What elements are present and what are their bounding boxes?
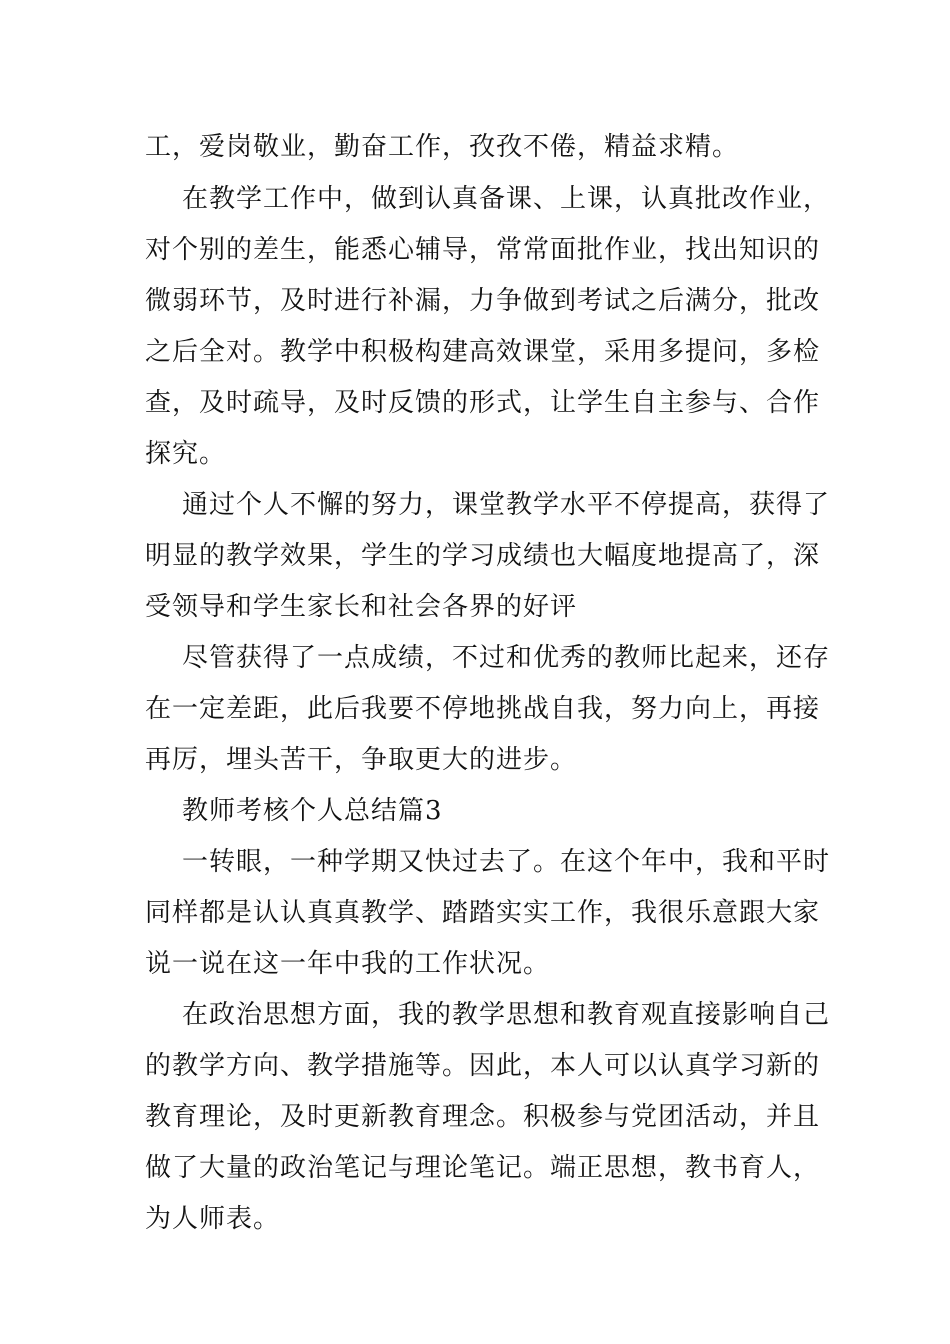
paragraph-line: 受领导和学生家长和社会各界的好评	[145, 592, 578, 622]
paragraph-line: 为人师表。	[145, 1204, 281, 1234]
paragraph-line: 教育理论，及时更新教育理念。积极参与党团活动，并且	[145, 1102, 821, 1132]
paragraph-line: 明显的教学效果，学生的学习成绩也大幅度地提高了，深	[145, 541, 821, 571]
paragraph-line: 微弱环节，及时进行补漏，力争做到考试之后满分，批改	[145, 286, 821, 316]
paragraph-line: 的教学方向、教学措施等。因此，本人可以认真学习新的	[145, 1051, 821, 1081]
paragraph-line: 尽管获得了一点成绩，不过和优秀的教师比起来，还存	[182, 643, 831, 673]
paragraph-line: 做了大量的政治笔记与理论笔记。端正思想，教书育人，	[145, 1153, 821, 1183]
paragraph-line: 探究。	[145, 439, 227, 469]
paragraph-line: 工，爱岗敬业，勤奋工作，孜孜不倦，精益求精。	[145, 132, 740, 162]
paragraph-line: 同样都是认认真真教学、踏踏实实工作，我很乐意跟大家	[145, 898, 821, 928]
paragraph-line: 在政治思想方面，我的教学思想和教育观直接影响自己	[182, 1000, 831, 1030]
paragraph-line: 在一定差距，此后我要不停地挑战自我，努力向上，再接	[145, 694, 821, 724]
paragraph-line: 通过个人不懈的努力，课堂教学水平不停提高，获得了	[182, 490, 831, 520]
paragraph-line: 查，及时疏导，及时反馈的形式，让学生自主参与、合作	[145, 388, 821, 418]
paragraph-line: 再厉，埋头苦干，争取更大的进步。	[145, 745, 578, 775]
paragraph-line: 说一说在这一年中我的工作状况。	[145, 949, 551, 979]
paragraph-line: 一转眼，一种学期又快过去了。在这个年中，我和平时	[182, 847, 831, 877]
paragraph-line: 之后全对。教学中积极构建高效课堂，采用多提问，多检	[145, 337, 821, 367]
paragraph-line: 在教学工作中，做到认真备课、上课，认真批改作业，	[182, 184, 831, 214]
section-heading: 教师考核个人总结篇3	[182, 796, 443, 826]
paragraph-line: 对个别的差生，能悉心辅导，常常面批作业，找出知识的	[145, 235, 821, 265]
